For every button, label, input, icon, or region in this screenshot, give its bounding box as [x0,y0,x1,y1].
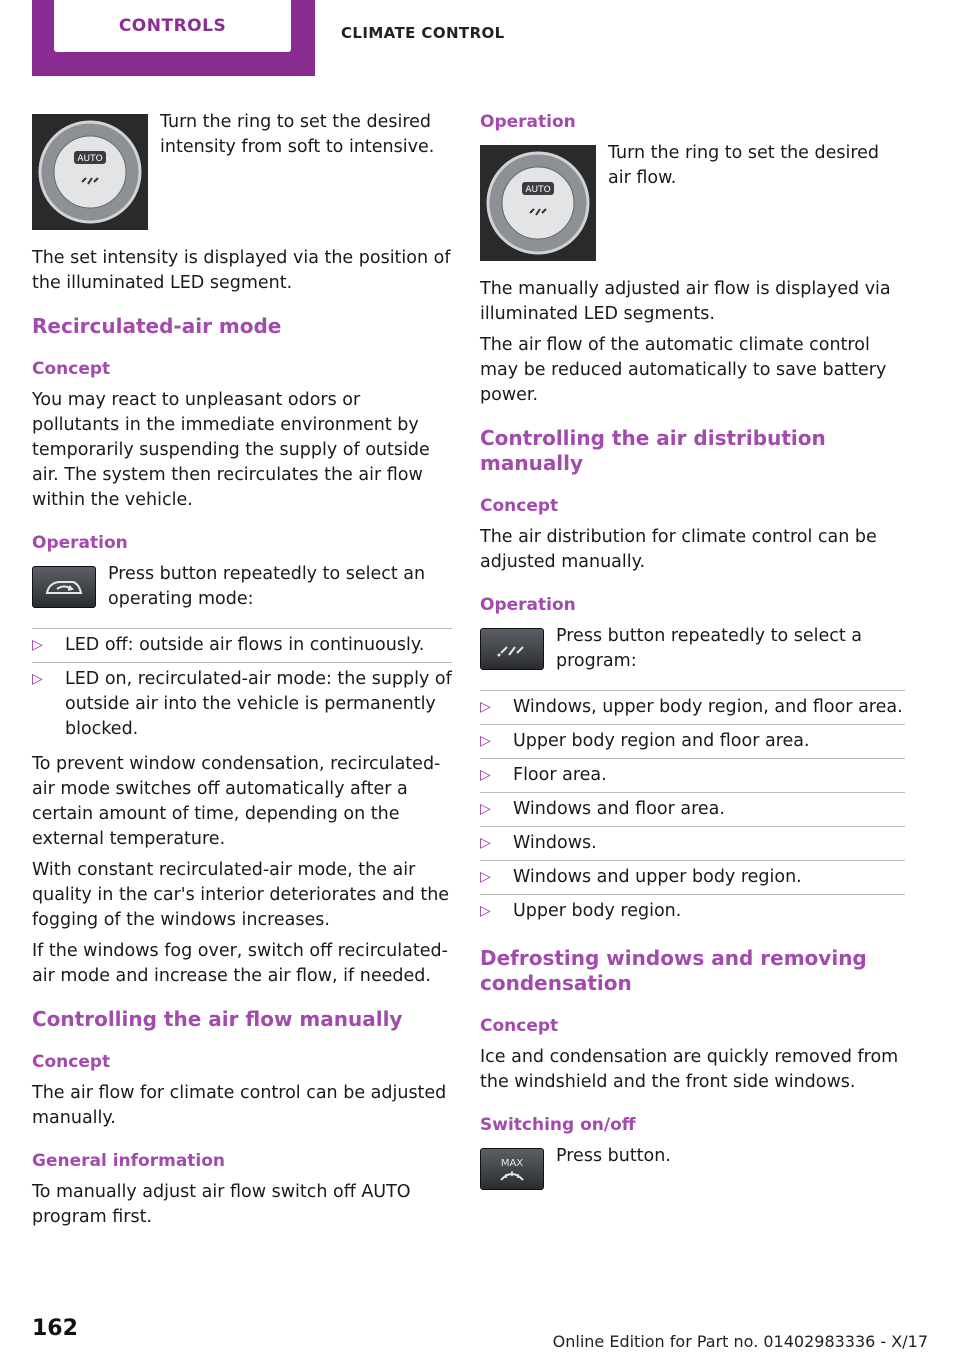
airflow-concept-text: The air flow for climate control can be adjusted manually. [32,1083,447,1128]
recirc-paragraph-3: If the windows fog over, switch off recirculated-air mode and increase the air flow, if needed. [32,941,448,986]
recirc-concept-label: Concept [32,359,111,379]
intensity-figure [32,110,452,230]
right-column [480,110,905,1206]
section-title: CLIMATE CONTROL [341,24,505,42]
svg-text:AUTO: AUTO [525,185,551,195]
defrost-concept-label: Concept [480,1016,559,1036]
edition-footer: Online Edition for Part no. 01402983336 - X/17 [552,1332,928,1351]
recirc-modes-list [32,628,452,746]
triangle-bullet-icon: ▷ [32,671,43,687]
climate-knob-image [32,114,148,230]
defrost-heading: Defrosting windows and removing condensation [480,946,867,995]
intensity-display-text: The set intensity is displayed via the position of the illuminated LED segment. [32,248,451,293]
recirc-heading: Recirculated-air mode [32,314,282,338]
switching-text: Press button. [556,1146,671,1166]
triangle-bullet-icon: ▷ [480,767,491,783]
svg-text:AUTO: AUTO [77,154,103,164]
switching-label: Switching on/off [480,1115,636,1135]
left-column [32,110,452,1236]
triangle-bullet-icon: ▷ [480,699,491,715]
recirc-operation-text: Press button repeatedly to select an operating mode: [108,564,426,609]
airflow-heading: Controlling the air flow manually [32,1007,403,1031]
general-info-label: General information [32,1151,226,1171]
recirc-paragraph-1: To prevent window condensation, recirculated-air mode switches off automatically after a certain amount of time, depending on the external temperature. [32,754,441,849]
list-item: ▷ Windows, upper body region, and floor area. [480,690,905,724]
triangle-bullet-icon: ▷ [480,835,491,851]
triangle-bullet-icon: ▷ [480,869,491,885]
list-item: ▷ Upper body region and floor area. [480,724,905,758]
recirc-paragraph-2: With constant recirculated-air mode, the air quality in the car's interior deteriorates and the fogging of the windows increases. [32,860,450,930]
recirculation-icon [32,566,96,608]
airflow-operation-label: Operation [480,112,576,132]
distribution-button-figure [480,624,905,674]
airflow-operation-text: Turn the ring to set the desired air flow. [608,143,880,188]
max-defrost-icon [480,1148,544,1190]
list-item: ▷ Windows. [480,826,905,860]
distribution-concept-text: The air distribution for climate control can be adjusted manually. [480,527,877,572]
recirc-operation-label: Operation [32,533,128,553]
list-item: ▷ Windows and upper body region. [480,860,905,894]
tab-controls[interactable] [32,0,315,76]
recirc-concept-text: You may react to unpleasant odors or pollutants in the immediate environment by temporarily suspending the supply of outside air. The system then recirculates the air flow within the vehicle. [32,390,430,510]
triangle-bullet-icon: ▷ [480,733,491,749]
list-item: ▷ Floor area. [480,758,905,792]
distribution-programs-list [480,690,905,928]
air-distribution-icon [480,628,544,670]
defrost-concept-text: Ice and condensation are quickly removed from the windshield and the front side windows. [480,1047,899,1092]
distribution-heading: Controlling the air distribution manually [480,426,826,475]
airflow-figure [480,141,905,261]
triangle-bullet-icon: ▷ [480,801,491,817]
distribution-operation-text: Press button repeatedly to select a program: [556,626,863,671]
max-button-figure [480,1144,905,1190]
intensity-text: Turn the ring to set the desired intensity from soft to intensive. [160,112,435,157]
distribution-operation-label: Operation [480,595,576,615]
tab-controls-label: CONTROLS [54,0,291,52]
distribution-concept-label: Concept [480,496,559,516]
svg-text:MAX: MAX [500,1158,524,1169]
airflow-battery-text: The air flow of the automatic climate control may be reduced automatically to save battery power. [480,335,887,405]
airflow-general-text: To manually adjust air flow switch off AUTO program first. [32,1182,411,1227]
triangle-bullet-icon: ▷ [480,903,491,919]
airflow-display-text: The manually adjusted air flow is displayed via illuminated LED segments. [480,279,891,324]
page-number: 162 [32,1316,78,1341]
recirc-button-figure [32,562,452,612]
triangle-bullet-icon: ▷ [32,637,43,653]
list-item: ▷ LED on, recirculated-air mode: the supply of outside air into the vehicle is permanently blocked. [32,662,452,746]
climate-knob-image [480,145,596,261]
airflow-concept-label: Concept [32,1052,111,1072]
list-item: ▷ Upper body region. [480,894,905,928]
list-item: ▷ LED off: outside air flows in continuously. [32,628,452,662]
list-item: ▷ Windows and floor area. [480,792,905,826]
